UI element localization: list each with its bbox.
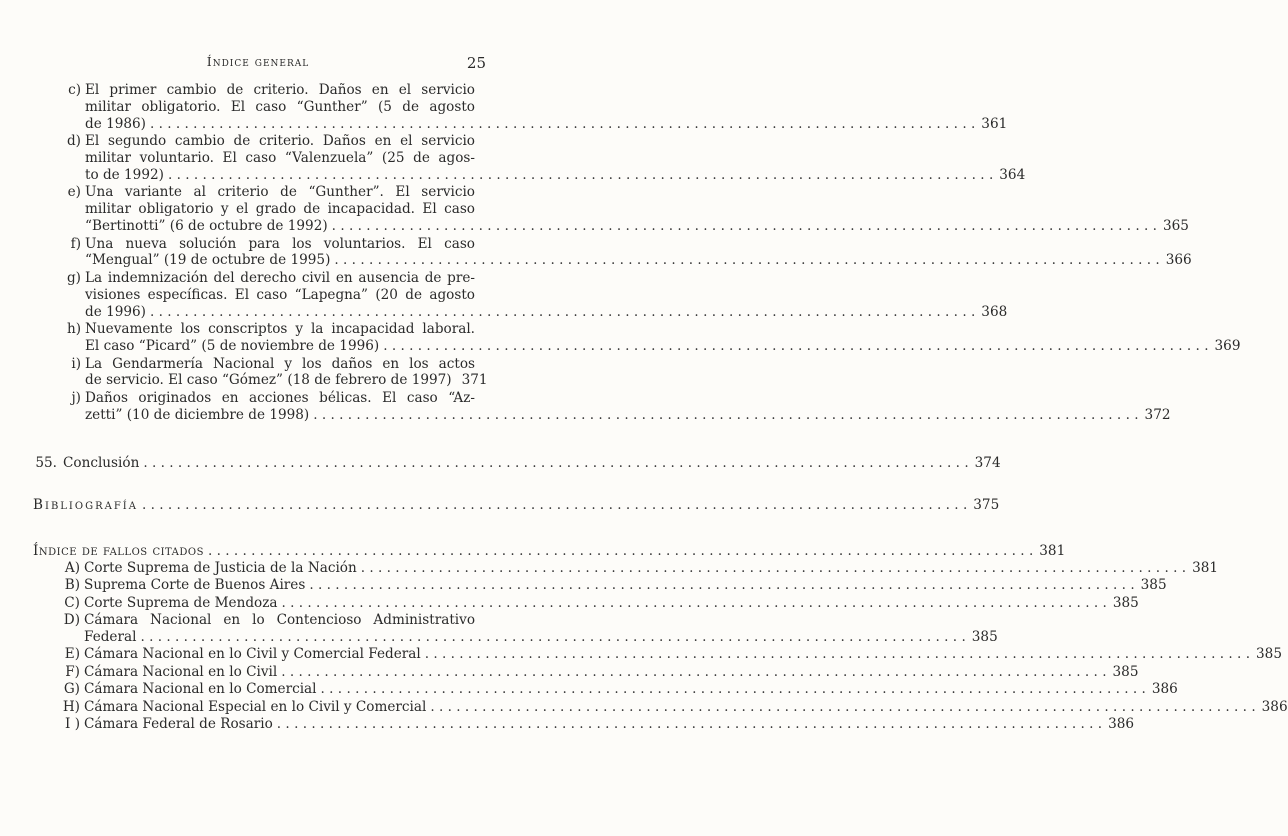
entry-label: d) [66,133,81,150]
entry-page-number: 385 [971,628,998,645]
dot-leader [430,699,1255,716]
dot-leader [334,252,1159,269]
entry-page-number: 385 [1140,577,1167,594]
dot-leader [313,407,1138,424]
entry-label: f) [70,235,81,252]
dot-leader [277,716,1102,733]
entry-label: C) [64,594,80,611]
entry-text: Daños originados en acciones bélicas. El caso “Az- [85,390,475,406]
entry-page-number: 381 [1039,543,1066,559]
dot-leader [425,646,1250,663]
entry-text: Una nueva solución para los voluntarios. El caso [85,235,475,252]
entry-text: militar voluntario. El caso “Valenzuela” (25 de agos- [85,149,475,166]
dot-leader [383,338,1208,355]
entry-label: B) [64,577,80,594]
entry-text: Nuevamente los conscriptos y la incapacidad laboral. [85,321,475,338]
entry-label: I ) [65,716,80,732]
dot-leader [321,681,1146,698]
entry-text: Índice de fallos citados [33,543,204,559]
entry-label: e) [67,184,81,201]
dot-leader [150,304,975,321]
entry-page-number: 381 [1192,560,1219,576]
entry-page-number: 375 [973,497,1000,513]
entry-page-number: 386 [1151,681,1178,698]
entry-text: visiones específicas. El caso “Lapegna” (20 de agosto [85,286,475,303]
dot-leader [150,116,975,133]
entry-text: militar obligatorio. El caso “Gunther” (5 de agosto [85,98,475,115]
entry-label: H) [62,698,80,715]
entry-text: Cámara Nacional en lo Contencioso Administrativo [84,612,475,629]
entry-label: h) [66,321,81,338]
entry-text: Cámara Nacional en lo Civil [84,663,278,680]
dot-leader [142,497,967,514]
entry-page-number: 386 [1261,698,1288,715]
entry-text: Suprema Corte de Buenos Aires [84,577,306,594]
entry-text: Cámara Nacional en lo Civil y Comercial Federal [84,646,421,663]
entry-label: c) [68,82,81,98]
entry-page-number: 365 [1163,217,1189,234]
running-header [30,54,486,74]
entry-text: “Mengual” (19 de octubre de 1995) [85,252,331,269]
entry-text: Federal [84,628,137,645]
entry-page-number: 372 [1144,406,1171,423]
entry-text: to de 1992) [85,166,164,183]
entry-label: 55. [35,455,57,471]
entry-page-number: 361 [981,115,1008,132]
entry-label: G) [63,681,80,698]
entry-text: Corte Suprema de Mendoza [84,594,278,611]
entry-page-number: 371 [461,372,488,389]
entry-text: Cámara Nacional en lo Comercial [84,681,317,698]
entry-text: Cámara Nacional Especial en lo Civil y Comercial [84,698,427,715]
header-title: Índice general [206,54,310,69]
dot-leader [281,664,1106,681]
dot-leader [281,595,1106,612]
dot-leader [143,455,968,472]
dot-leader [332,218,1157,235]
entry-label: E) [64,646,80,663]
entry-label: A) [64,560,80,576]
entry-text: Bibliografía [33,497,138,513]
entry-page-number: 366 [1165,252,1192,269]
entry-text: El primer cambio de criterio. Daños en el servicio [85,82,475,98]
entry-text: Conclusión [63,455,140,471]
entry-label: i) [71,355,81,372]
entry-text: zetti” (10 de diciembre de 1998) [85,406,310,423]
entry-page-number: 374 [974,455,1001,471]
entry-text: de servicio. El caso “Gómez” (18 de febrero de 1997) [85,372,452,389]
entry-text: Una variante al criterio de “Gunther”. El servicio [85,184,475,201]
entry-page-number: 385 [1256,646,1282,663]
entry-text: El caso “Picard” (5 de noviembre de 1996) [85,337,380,354]
entry-page-number: 385 [1112,594,1139,611]
entry-text: La Gendarmería Nacional y los daños en los actos [85,355,475,372]
dot-leader [140,629,965,646]
entry-page-number: 364 [999,166,1026,183]
entry-text: de 1986) [85,115,146,132]
entry-page-number: 385 [1112,663,1139,680]
dot-leader [361,560,1186,577]
dot-leader [168,167,993,184]
entry-text: La indemnización del derecho civil en ausencia de pre- [85,270,475,286]
entry-text: militar obligatorio y el grado de incapacidad. El caso [85,201,475,218]
entry-text: El segundo cambio de criterio. Daños en el servicio [85,133,475,150]
header-page-number: 25 [466,54,486,72]
dot-leader [309,577,1134,594]
entry-label: j) [71,390,81,406]
entry-label: D) [63,612,80,629]
entry-label: F) [65,663,80,680]
dot-leader [208,543,1033,560]
entry-text: Cámara Federal de Rosario [84,716,273,732]
entry-page-number: 368 [981,303,1008,320]
entry-text: de 1996) [85,303,146,320]
entry-text: Corte Suprema de Justicia de la Nación [84,560,357,576]
entry-page-number: 369 [1214,337,1241,354]
entry-label: g) [66,270,81,286]
entry-text: “Bertinotti” (6 de octubre de 1992) [85,217,328,234]
entry-page-number: 386 [1108,716,1135,732]
